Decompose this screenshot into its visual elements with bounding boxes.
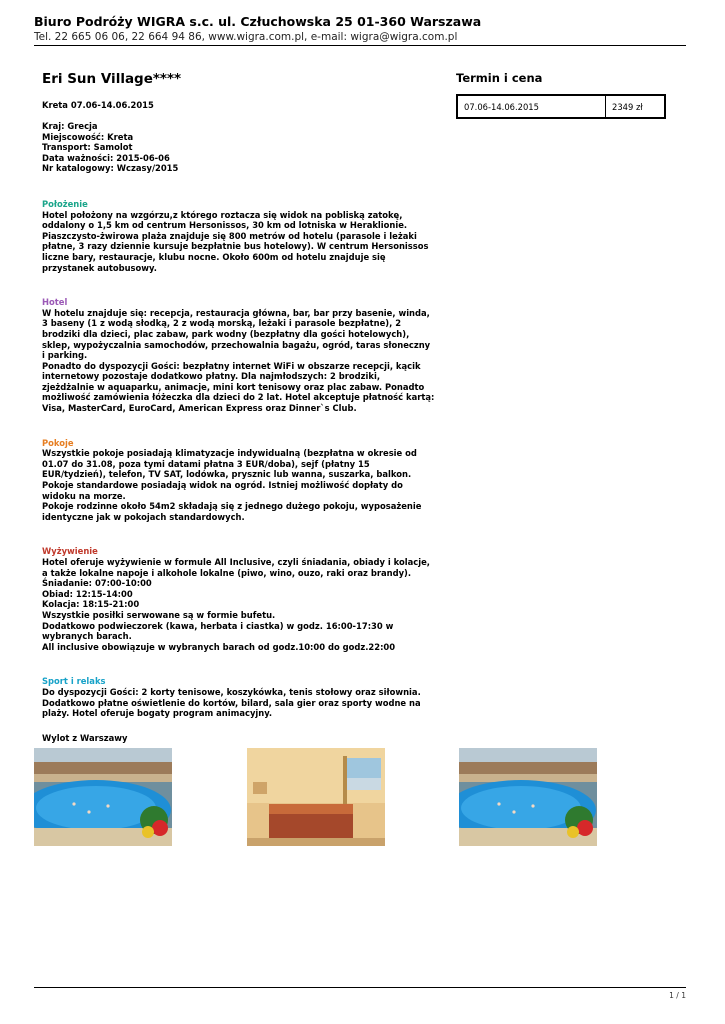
term-cell: 07.06-14.06.2015 bbox=[457, 95, 606, 118]
section-body: Do dyspozycji Gości: 2 korty tenisowe, koszykówka, tenis stołowy oraz siłownia. Dodatkowo płatne oświetlenie do kortów, bilard, sala gier oraz sporty wodne na plaży. Hotel oferuje bogaty program animacyjny. bbox=[42, 686, 421, 719]
offer-description bbox=[42, 71, 442, 743]
section-rooms bbox=[42, 438, 442, 523]
company-line: Biuro Podróży WIGRA s.c. ul. Człuchowska 25 01-360 Warszawa bbox=[34, 14, 482, 29]
fact-country: Kraj: Grecja bbox=[42, 121, 98, 131]
price-cell: 2349 zł bbox=[606, 95, 666, 118]
section-meals bbox=[42, 546, 442, 652]
departure-note: Wylot z Warszawy bbox=[42, 732, 128, 743]
section-heading: Położenie bbox=[42, 198, 88, 209]
fact-catalog-number: Nr katalogowy: Wczasy/2015 bbox=[42, 163, 179, 174]
section-heading: Wyżywienie bbox=[42, 546, 98, 557]
page-number: 1 / 1 bbox=[669, 991, 686, 1000]
pricing-table bbox=[456, 94, 666, 119]
room-photo bbox=[247, 748, 385, 846]
fact-validity: Data ważności: 2015-06-06 bbox=[42, 152, 170, 163]
section-sport bbox=[42, 676, 442, 718]
section-body: Hotel położony na wzgórzu,z którego roztacza się widok na pobliską zatokę, oddalony o 1,5 km od centrum Hersonissos, 30 km od lotniska w Heraklionie. Piaszczysto-żwirowa plaża znajduje się 800 metrów od hotelu (parasole i leżaki płatne, 3 razy dziennie kursuje bezpłatnie bus hotelowy). W centrum Hersonissos liczne bary, restauracje, klubu nocne. Około 600m od hotelu znajduje się przystanek autobusowy. bbox=[42, 209, 429, 273]
footer-divider bbox=[34, 987, 686, 988]
section-body: Wszystkie pokoje posiadają klimatyzacje indywidualną (bezpłatna w okresie od 01.07 do 31.08, poza tymi datami płatna 3 EUR/doba), sejf (płatny 15 EUR/tydzień), telefon, TV SAT, lodówka, prysznic lub wanna, suszarka, balkon. Pokoje standardowe posiadają widok na ogród. Istniej możliwość dopłaty do widoku na morze. Pokoje rodzinne około 54m2 składają się z jednego dużego pokoju, wyposażenie identyczne jak w pokojach standardowych. bbox=[42, 448, 422, 522]
section-heading: Pokoje bbox=[42, 437, 74, 448]
table-row bbox=[457, 95, 665, 118]
contact-line: Tel. 22 665 06 06, 22 664 94 86, www.wigra.com.pl, e-mail: wigra@wigra.com.pl bbox=[34, 31, 458, 43]
section-hotel bbox=[42, 297, 442, 414]
pool-photo bbox=[34, 748, 172, 846]
section-body: W hotelu znajduje się: recepcja, restauracja główna, bar, bar przy basenie, winda, 3 baseny (1 z wodą słodką, 2 z wodą morską, leżaki i parasole bezpłatne), 2 brodziki dla dzieci, plac zabaw, park wodny (bezpłatny dla gości hotelowych), sklep, wypożyczalnia samochodów, przechowalnia bagażu, ogród, taras słoneczny i parking. Ponadto do dyspozycji Gości: bezpłatny internet WiFi w obszarze recepcji, kącik internetowy pozostaje dodatkowo płatny. Dla najmłodszych: 2 brodziki, zjeżdżalnie w aquaparku, animacje, mini kort tenisowy oraz plac zabaw. Ponadto możliwość zamówienia łóżeczka dla dzieci do 2 lat. Hotel akceptuje płatność kartą: Visa, MasterCard, EuroCard, American Express oraz Dinner`s Club. bbox=[42, 307, 435, 414]
document-header bbox=[34, 14, 686, 44]
section-location bbox=[42, 199, 442, 273]
offer-facts bbox=[42, 121, 442, 174]
offer-dates: Kreta 07.06-14.06.2015 bbox=[42, 100, 154, 110]
fact-location: Miejscowość: Kreta bbox=[42, 131, 134, 142]
header-divider bbox=[34, 45, 686, 46]
pricing-panel bbox=[456, 71, 666, 119]
section-heading: Sport i relaks bbox=[42, 676, 106, 687]
fact-transport: Transport: Samolot bbox=[42, 142, 133, 153]
pool-photo bbox=[459, 748, 597, 846]
section-heading: Hotel bbox=[42, 297, 68, 308]
offer-title: Eri Sun Village**** bbox=[42, 71, 182, 87]
pricing-heading: Termin i cena bbox=[456, 71, 543, 85]
section-body: Hotel oferuje wyżywienie w formule All Inclusive, czyli śniadania, obiady i kolacje, a także lokalne napoje i alkohole lokalne (piwo, wino, ouzo, raki oraz brandy). Śniadanie: 07:00-10:00 Obiad: 12:15-14:00 Kolacja: 18:15-21:00 Wszystkie posiłki serwowane są w formie bufetu. Dodatkowo podwieczorek (kawa, herbata i ciastka) w godz. 16:00-17:30 w wybranych barach. All inclusive obowiązuje w wybranych barach od godz.10:00 do godz.22:00 bbox=[42, 557, 430, 652]
